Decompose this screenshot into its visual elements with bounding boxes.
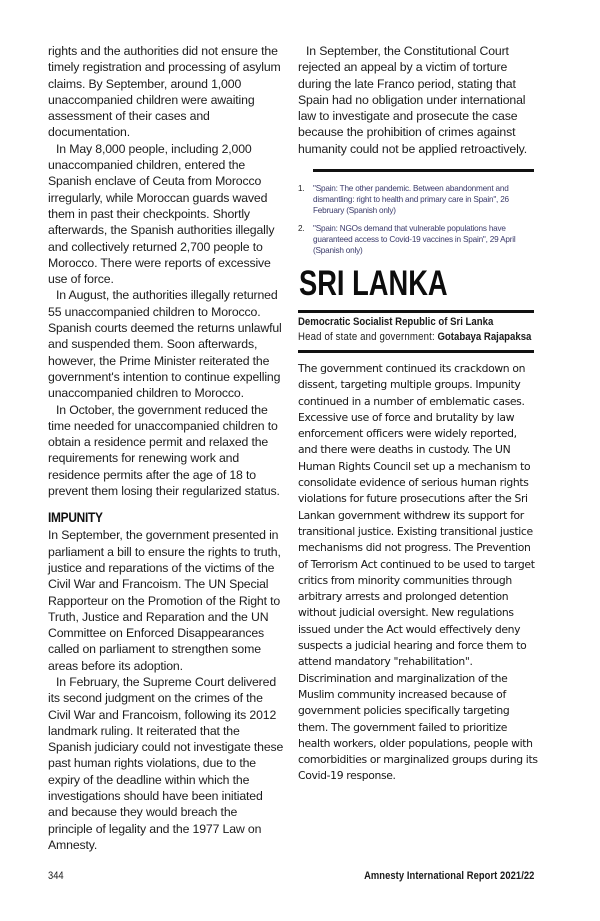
section-heading-impunity: IMPUNITY <box>48 510 103 526</box>
footnote-item <box>298 183 534 217</box>
body-paragraph: rights and the authorities did not ensure the timely registration and processing of asylum claims. By September, around 1,000 unaccompanied children were awaiting assessment of their cases and documentation. <box>48 44 281 140</box>
publication-title: Amnesty International Report 2021/22 <box>363 870 534 882</box>
country-title: SRI LANKA <box>299 264 448 303</box>
body-paragraph: In May 8,000 people, including 2,000 unaccompanied children, entered the Spanish enclave of Ceuta from Morocco irregularly, while Moroccan guards waved them in past their checkpoints. Shortly afterwards, the Spanish authorities illegally and collectively returned 2,700 people to Morocco. There were reports of excessive use of force. <box>48 141 275 287</box>
footnote-number: 2. <box>298 223 305 233</box>
footnote-item <box>298 223 534 257</box>
footnote-divider <box>313 169 534 172</box>
page-number: 344 <box>48 870 64 882</box>
footnote-text: "Spain: The other pandemic. Between abandonment and dismantling: right to health and primary care in Spain", 26 February (Spanish only) <box>313 184 509 216</box>
footnote-text: "Spain: NGOs demand that vulnerable populations have guaranteed access to Covid-19 vaccines in Spain", 29 April (Spanish only) <box>313 223 516 256</box>
head-of-state-label: Head of state and government: <box>298 331 435 343</box>
footnotes <box>298 183 534 262</box>
body-paragraph: In October, the government reduced the time needed for unaccompanied children to obtain a residence permit and relaxed the requirements for renewing work and residence permits after the age of 18 to prevent them losing their regularized status. <box>48 402 280 499</box>
country-rule-top <box>298 310 534 313</box>
country-summary: The government continued its crackdown on dissent, targeting multiple groups. Impunity continued in a number of emblematic cases. Excessive use of force and brutality by law enforcement officers were widely reported, and there were deaths in custody. The UN Human Rights Council set up a mechanism to consolidate evidence of serious human rights violations for future prosecutions after the Sri Lankan government withdrew its support for transitional justice. Existing transitional justice mechanisms did not progress. The Prevention of Terrorism Act continued to be used to target critics from minority communities through arbitrary arrests and prolonged detention without judicial oversight. New regulations issued under the Act would effectively deny suspects a judicial hearing and force them to attend mandatory "rehabilitation". Discrimination and marginalization of the Muslim community increased because of government policies specifically targeting them. The government failed to prioritize health workers, older populations, people with comorbidities or marginalized groups during its Covid-19 response. <box>298 362 538 783</box>
body-paragraph: In September, the Constitutional Court rejected an appeal by a victim of torture during the late Franco period, stating that Spain had no obligation under international law to investigate and prosecute the case because the prohibition of crimes against humanity could not be applied retroactively. <box>298 44 527 156</box>
country-meta <box>298 315 553 345</box>
country-rule-bottom <box>298 350 534 353</box>
body-paragraph: In February, the Supreme Court delivered its second judgment on the crimes of the Civil War and Francoism, following its 2012 landmark ruling. It reiterated that the Spanish judiciary could not investigate these past human rights violations, due to the expiry of the deadline within which the investigations should have been initiated and because they would breach the principle of legality and the 1977 Law on Amnesty. <box>48 674 284 852</box>
left-column <box>48 43 284 853</box>
head-of-state-name: Gotabaya Rajapaksa <box>437 331 532 343</box>
footnote-number: 1. <box>298 184 305 193</box>
head-of-state-line <box>298 330 553 345</box>
official-name: Democratic Socialist Republic of Sri Lanka <box>298 316 494 328</box>
body-paragraph: In September, the government presented in parliament a bill to ensure the rights to truth, justice and reparations of the victims of the Civil War and Francoism. The UN Special Rapporteur on the Promotion of the Right to Truth, Justice and Reparation and the UN Committee on Enforced Disappearances called on parliament to strengthen some areas before its adoption. <box>48 528 281 673</box>
right-column <box>298 43 534 157</box>
body-paragraph: In August, the authorities illegally returned 55 unaccompanied children to Morocco. Spanish courts deemed the returns unlawful and suspended them. Soon afterwards, however, the Prime Minister reiterated the government's intention to continue expelling unaccompanied children to Morocco. <box>48 288 282 401</box>
